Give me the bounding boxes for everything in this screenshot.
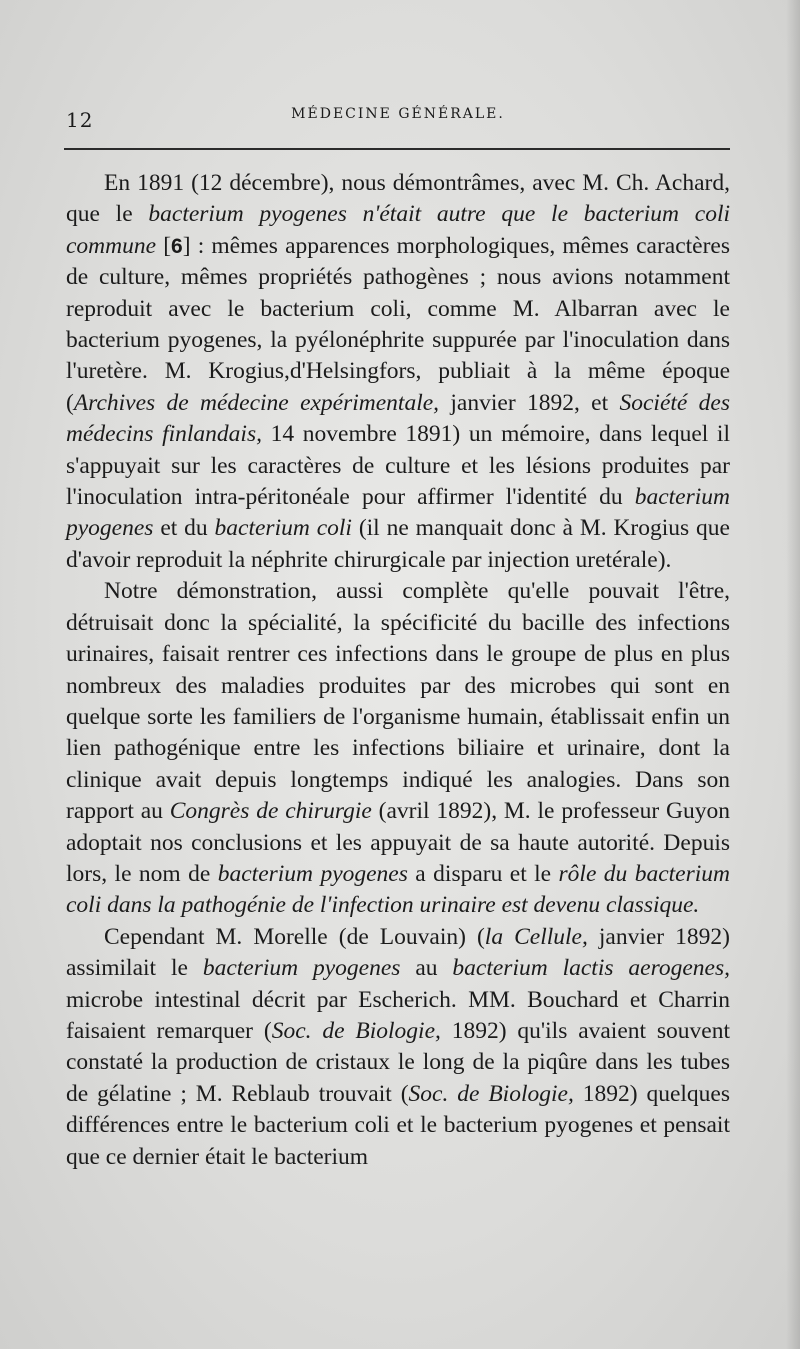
italic-text: Soc. de Biologie,	[408, 1080, 574, 1107]
running-title: MÉDECINE GÉNÉRALE.	[291, 106, 505, 122]
italic-text: bacterium pyogenes	[66, 484, 730, 542]
italic-text: bacterium pyogenes n'était autre que le bacterium coli commune	[66, 201, 731, 259]
text-run: 1892) qu'ils avaient souvent constaté la production de cristaux le long de la piqûre dans les tubes de gélatine ; M. Reblaub trouvait (	[66, 1017, 730, 1107]
reference-number: 6	[171, 234, 183, 258]
text-run: [	[156, 232, 172, 259]
page-number: 12	[66, 108, 94, 132]
text-run: a disparu et le	[407, 860, 559, 887]
page-header	[66, 100, 730, 134]
body-text	[66, 168, 730, 1173]
text-run: (il ne manquait donc à M. Krogius que d'avoir reproduit la néphrite chirurgicale par injection uretérale).	[66, 515, 730, 573]
italic-text: bacterium lactis aerogenes,	[452, 955, 730, 982]
text-run: Cependant M. Morelle (de Louvain) (	[104, 923, 485, 950]
text-run: En 1891 (12 décembre), nous démontrâmes, avec M. Ch. Achard, que le	[66, 170, 730, 228]
italic-text: rôle du bacterium coli dans la pathogénie de l'infection urinaire est devenu classique.	[66, 860, 731, 919]
paragraph	[66, 168, 730, 576]
italic-text: la Cellule,	[484, 923, 588, 950]
italic-text: bacterium pyogenes	[217, 860, 408, 887]
text-run: 14 novembre 1891) un mémoire, dans lequel il s'appuyait sur les caractères de culture et les lésions produites par l'inoculation intra-péritonéale pour affirmer l'identité du	[66, 421, 730, 511]
text-run: au	[400, 955, 453, 982]
text-run: ] : mêmes apparences morphologiques, mêmes caractères de culture, mêmes propriétés pathogènes ; nous avions notamment reproduit avec le bacterium coli, comme M. Albarran avec le bacterium pyogenes, la pyélonéphrite suppurée par l'inoculation dans l'uretère. M. Krogius,d'Helsingfors, publiait à la même époque (	[66, 232, 730, 416]
paragraph	[66, 576, 730, 921]
text-run: (avril 1892), M. le professeur Guyon adoptait nos conclusions et les appuyait de sa haute autorité. Depuis lors, le nom de	[66, 798, 730, 887]
paragraph	[66, 922, 730, 1173]
italic-text: Congrès de chirurgie	[169, 798, 372, 825]
italic-text: bacterium coli	[214, 515, 352, 542]
text-run: Notre démonstration, aussi complète qu'elle pouvait l'être, détruisait donc la spécialité, la spécificité du bacille des infections urinaires, faisait rentrer ces infections dans le groupe de plus en plus nombreux des maladies produites par des microbes qui sont en quelque sorte les familiers de l'organisme humain, établissait enfin un lien pathogénique entre les infections biliaire et urinaire, dont la clinique avait depuis longtemps indiqué les analogies. Dans son rapport au	[66, 578, 730, 825]
text-run: janvier 1892, et	[439, 389, 620, 416]
text-run: et du	[153, 515, 215, 542]
italic-text: Société des médecins finlandais,	[66, 389, 730, 448]
text-run: janvier 1892) assimilait le	[66, 923, 730, 982]
text-run: 1892) quelques différences entre le bacterium coli et le bacterium pyogenes et pensait que ce dernier était le bacterium	[66, 1080, 730, 1170]
italic-text: Archives de médecine expérimentale,	[73, 389, 440, 416]
header-rule	[64, 148, 730, 150]
italic-text: bacterium pyogenes	[202, 955, 401, 982]
italic-text: Soc. de Biologie,	[271, 1017, 441, 1044]
text-run: microbe intestinal décrit par Escherich. MM. Bouchard et Charrin faisaient remarquer (	[66, 986, 730, 1044]
